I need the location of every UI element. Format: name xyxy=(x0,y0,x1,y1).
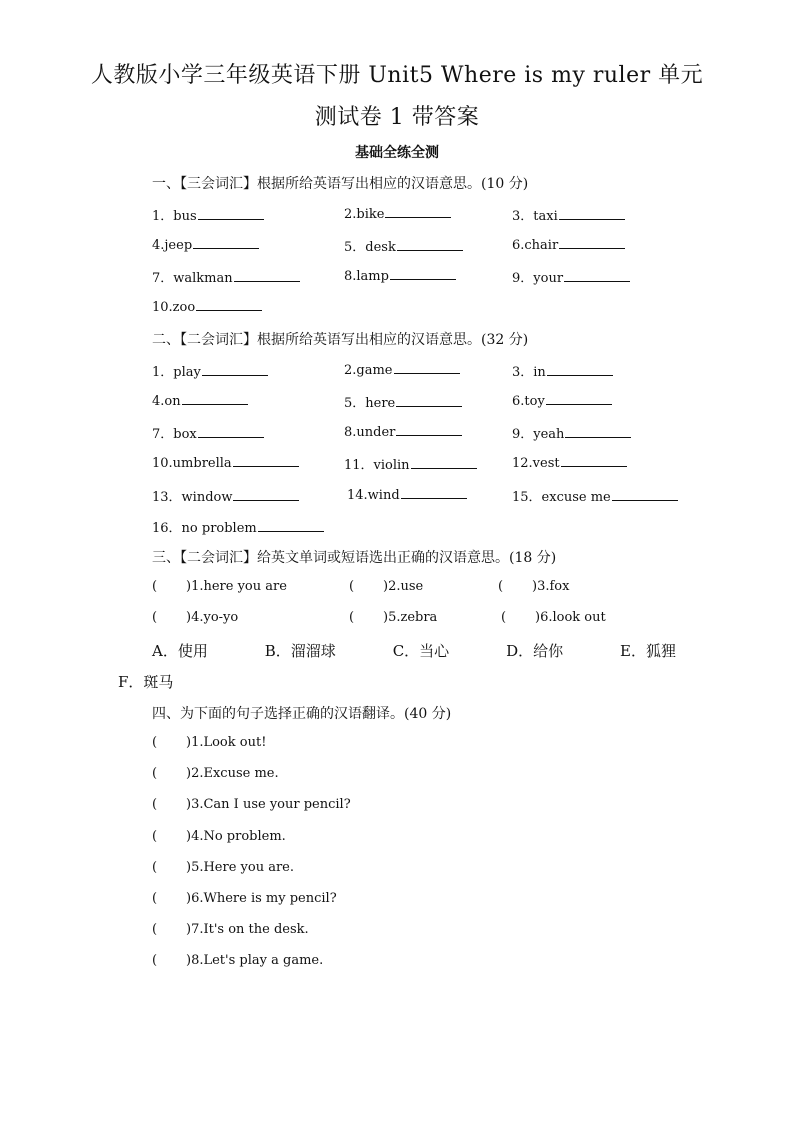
vocab-item: 12.vest xyxy=(512,454,627,471)
answer-blank[interactable] xyxy=(202,363,268,376)
answer-blank[interactable] xyxy=(258,519,324,532)
answer-paren[interactable]: ( xyxy=(152,953,158,968)
vocab-item: 3．taxi xyxy=(512,205,625,224)
sentence-item: ( )2.Excuse me. xyxy=(152,766,279,781)
answer-blank[interactable] xyxy=(612,488,678,501)
sentence-item: ( )1.Look out! xyxy=(152,735,267,750)
vocab-item: 10.umbrella xyxy=(152,454,299,471)
answer-paren[interactable]: ( xyxy=(349,579,355,594)
sentence-item: ( )8.Let's play a game. xyxy=(152,953,324,968)
answer-blank[interactable] xyxy=(561,454,627,467)
subtitle: 基础全练全测 xyxy=(355,145,439,161)
answer-blank[interactable] xyxy=(193,236,259,249)
answer-blank[interactable] xyxy=(564,269,630,282)
section3-heading: 三、【二会词汇】给英文单词或短语选出正确的汉语意思。(18 分) xyxy=(152,550,557,566)
vocab-item: 4.on xyxy=(152,392,248,409)
section4-heading: 四、为下面的句子选择正确的汉语翻译。(40 分) xyxy=(152,706,452,722)
sentence-item: ( )7.It's on the desk. xyxy=(152,922,309,937)
vocab-item: 9．your xyxy=(512,267,630,286)
sentence-item: ( )3.Can I use your pencil? xyxy=(152,797,351,812)
answer-paren[interactable]: ( xyxy=(152,610,158,625)
vocab-item: 5．here xyxy=(344,392,462,411)
vocab-item: 4.jeep xyxy=(152,236,259,253)
section2-heading: 二、【二会词汇】根据所给英语写出相应的汉语意思。(32 分) xyxy=(152,332,529,348)
page-title-line1: 人教版小学三年级英语下册 Unit5 Where is my ruler 单元 xyxy=(90,63,704,88)
vocab-item: 11．violin xyxy=(344,454,477,473)
answer-blank[interactable] xyxy=(546,392,612,405)
vocab-item: 8.under xyxy=(344,423,462,440)
choice-item: ( )3.fox xyxy=(498,579,570,594)
vocab-item: 13．window xyxy=(152,486,299,505)
answer-blank[interactable] xyxy=(547,363,613,376)
answer-blank[interactable] xyxy=(396,423,462,436)
vocab-item: 8.lamp xyxy=(344,267,456,284)
vocab-item: 5．desk xyxy=(344,236,463,255)
answer-blank[interactable] xyxy=(397,238,463,251)
answer-blank[interactable] xyxy=(411,456,477,469)
vocab-item: 14.wind xyxy=(347,486,467,503)
option-f: F．斑马 xyxy=(118,673,174,691)
sentence-item: ( )5.Here you are. xyxy=(152,860,295,875)
answer-blank[interactable] xyxy=(559,236,625,249)
choice-item: ( )6.look out xyxy=(501,610,606,625)
option-e: E．狐狸 xyxy=(620,642,676,660)
option-c: C．当心 xyxy=(392,642,450,660)
answer-paren[interactable]: ( xyxy=(501,610,507,625)
vocab-item: 2.game xyxy=(344,361,460,378)
vocab-item: 7．box xyxy=(152,423,264,442)
answer-blank[interactable] xyxy=(565,425,631,438)
page-title-line2: 测试卷 1 带答案 xyxy=(314,105,480,130)
vocab-item: 2.bike xyxy=(344,205,451,222)
answer-paren[interactable]: ( xyxy=(152,735,158,750)
vocab-item: 6.toy xyxy=(512,392,612,409)
option-b: B．溜溜球 xyxy=(264,642,336,660)
vocab-item: 1．play xyxy=(152,361,268,380)
vocab-item: 16．no problem xyxy=(152,517,324,536)
answer-blank[interactable] xyxy=(233,488,299,501)
answer-blank[interactable] xyxy=(396,394,462,407)
answer-paren[interactable]: ( xyxy=(349,610,355,625)
option-a: A．使用 xyxy=(152,642,208,660)
answer-blank[interactable] xyxy=(198,425,264,438)
answer-paren[interactable]: ( xyxy=(152,860,158,875)
answer-blank[interactable] xyxy=(385,205,451,218)
answer-paren[interactable]: ( xyxy=(498,579,504,594)
answer-paren[interactable]: ( xyxy=(152,829,158,844)
answer-blank[interactable] xyxy=(394,361,460,374)
answer-paren[interactable]: ( xyxy=(152,766,158,781)
vocab-item: 1．bus xyxy=(152,205,264,224)
answer-paren[interactable]: ( xyxy=(152,922,158,937)
sentence-item: ( )4.No problem. xyxy=(152,829,286,844)
vocab-item: 3．in xyxy=(512,361,613,380)
answer-blank[interactable] xyxy=(390,267,456,280)
vocab-item: 7．walkman xyxy=(152,267,300,286)
answer-paren[interactable]: ( xyxy=(152,797,158,812)
answer-blank[interactable] xyxy=(234,269,300,282)
answer-blank[interactable] xyxy=(198,207,264,220)
vocab-item: 10.zoo xyxy=(152,298,262,315)
answer-paren[interactable]: ( xyxy=(152,891,158,906)
answer-blank[interactable] xyxy=(196,298,262,311)
choice-item: ( )1.here you are xyxy=(152,579,287,594)
answer-blank[interactable] xyxy=(559,207,625,220)
vocab-item: 15．excuse me xyxy=(512,486,678,505)
answer-blank[interactable] xyxy=(401,486,467,499)
vocab-item: 9．yeah xyxy=(512,423,631,442)
option-d: D．给你 xyxy=(506,642,564,660)
choice-item: ( )5.zebra xyxy=(349,610,438,625)
vocab-item: 6.chair xyxy=(512,236,625,253)
answer-paren[interactable]: ( xyxy=(152,579,158,594)
option-list xyxy=(152,640,676,661)
sentence-item: ( )6.Where is my pencil? xyxy=(152,891,337,906)
choice-item: ( )2.use xyxy=(349,579,424,594)
answer-blank[interactable] xyxy=(233,454,299,467)
section1-heading: 一、【三会词汇】根据所给英语写出相应的汉语意思。(10 分) xyxy=(152,176,529,192)
answer-blank[interactable] xyxy=(182,392,248,405)
choice-item: ( )4.yo-yo xyxy=(152,610,239,625)
